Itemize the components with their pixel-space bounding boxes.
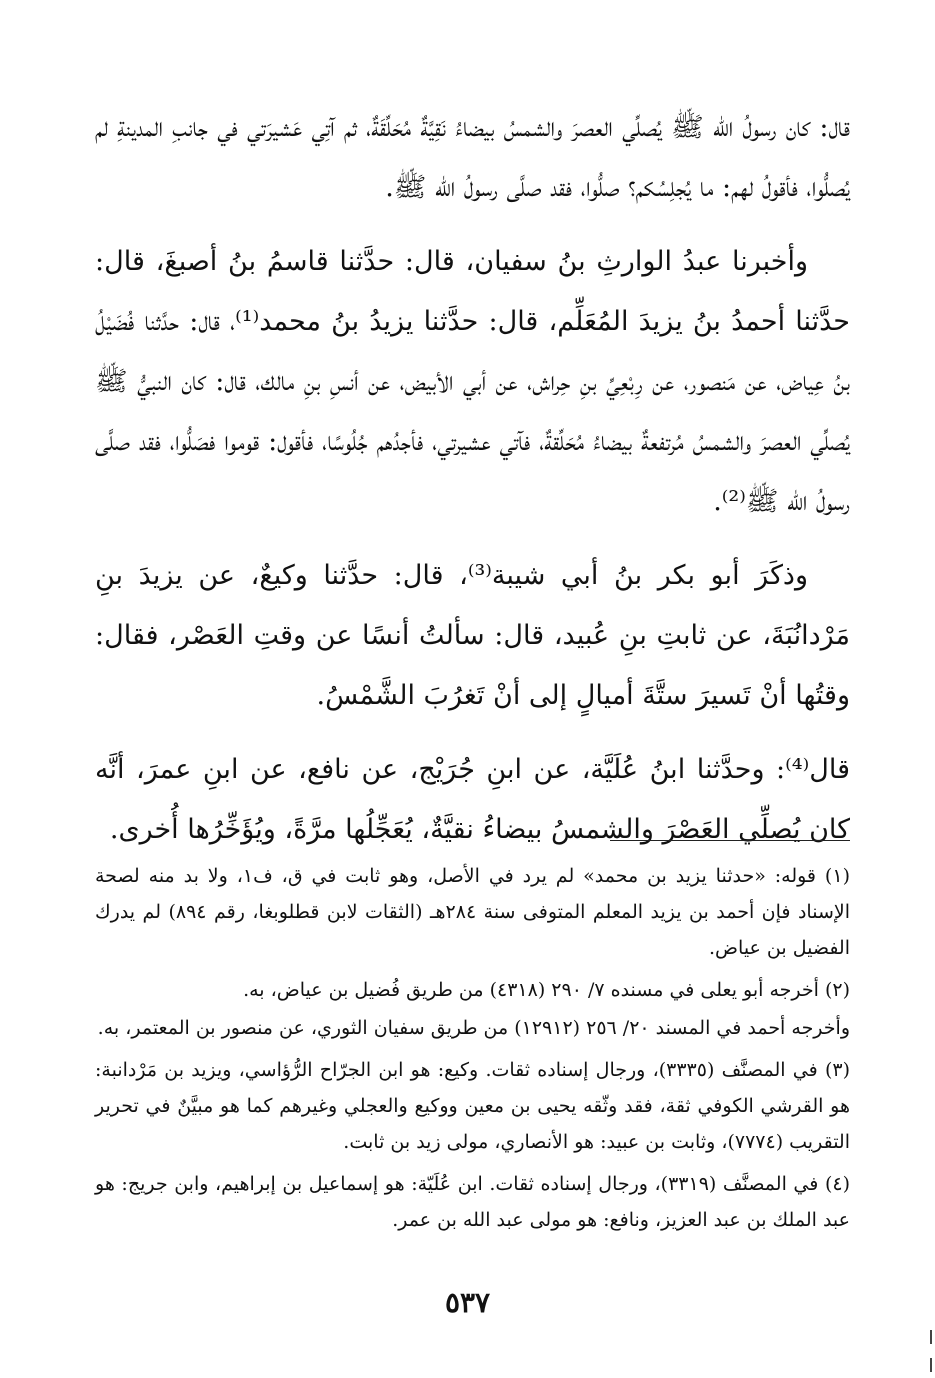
footnote-2: (٢) أخرجه أبو يعلى في مسنده ٧/ ٢٩٠ (٤٣١٨) من طريق فُضيل بن عياض، به.	[243, 979, 850, 1001]
page-edge-mark	[930, 1358, 932, 1372]
main-text-body	[95, 98, 850, 874]
footnotes-section	[95, 858, 850, 1244]
footnote-2-continuation: وأخرجه أحمد في المسند ٢٠/ ٢٥٦ (١٢٩١٢) من طريق سفيان الثوري، عن منصور بن المعتمر، به.	[97, 1017, 850, 1039]
paragraph-1: قال: كان رسولُ الله ﷺ يُصلِّي العصرَ والشمسُ بيضاءُ نَقِيَّةٌ مُحَلِّقَةٌ، ثم آتِي عَشيرَتي في جانبِ المدينةِ لم يُصلُّوا، فأقولُ لهم: ما يُجلِسُكم؟ صلُّوا، فقد صلَّى رسولُ الله ﷺ.	[95, 112, 850, 203]
footnote-separator-rule	[610, 840, 850, 841]
paragraph-4: قال⁽⁴⁾: وحدَّثنا ابنُ عُلَيَّة، عن ابنِ جُرَيْج، عن نافع، عن ابنِ عمرَ، أنَّه كان يُصلِّي العَصْرَ والشمسُ بيضاءُ نقيَّةٌ، يُعَجِّلُها مرَّةً، ويُؤَخِّرُها أُخرى.	[95, 754, 850, 845]
paragraph-3: وذكَرَ أبو بكر بنُ أبي شيبة⁽³⁾، قال: حدَّثنا وكيعٌ، عن يزيدَ بنِ مَرْدانُبَةَ، عن ثابتِ بنِ عُبيد، قال: سألتُ أنسًا عن وقتِ العَصْر، فقال: وقتُها أنْ تَسيرَ ستَّةَ أميالٍ إلى أنْ تَغرُبَ الشَّمْسُ.	[95, 560, 850, 711]
footnote-1: (١) قوله: «حدثنا يزيد بن محمد» لم يرد في الأصل، وهو ثابت في ق، ف١، ولا بد منه لصحة الإسناد فإن أحمد بن يزيد المعلم المتوفى سنة ٢٨٤هـ (الثقات لابن قطلوبغا، رقم ٨٩٤) لم يدرك الفضيل بن عياض.	[95, 865, 850, 959]
paragraph-2: وأخبرنا عبدُ الوارثِ بنُ سفيان، قال: حدَّثنا قاسمُ بنُ أصبغَ، قال: حدَّثنا أحمدُ بنُ يزيدَ المُعَلِّم، قال: حدَّثنا يزيدُ بنُ محمد⁽¹⁾، قال: حدَّثنا فُضَيْلُ بنُ عِياض، عن مَنصور، عن رِبْعِيِّ بنِ حِراش، عن أبي الأبيض، عن أنسِ بنِ مالك، قال: كان النبيُّ ﷺ يُصلِّي العصرَ والشمسُ مُرتفعةٌ بيضاءُ مُحَلِّقةٌ، فآتي عشيرتي، فأجدُهم جُلُوسًا، فأقول: قوموا فصَلُّوا، فقد صلَّى رسولُ الله ﷺ⁽²⁾.	[95, 246, 850, 517]
page-number: ٥٣٧	[444, 1286, 491, 1319]
footnote-4: (٤) في المصنَّف (٣٣١٩)، ورجال إسناده ثقات. ابن عُلَيّة: هو إسماعيل بن إبراهيم، وابن جريج: هو عبد الملك بن عبد العزيز، ونافع: هو مولى عبد الله بن عمر.	[95, 1173, 850, 1231]
footnote-3: (٣) في المصنَّف (٣٣٣٥)، ورجال إسناده ثقات. وكيع: هو ابن الجرّاح الرُّؤاسي، ويزيد بن مَرْدانبة: هو القرشي الكوفي ثقة، فقد وثّقه يحيى بن معين ووكيع والعجلي وغيرهم كما هو مبيَّنٌ في تحرير التقريب (٧٧٧٤)، وثابت بن عبيد: هو الأنصاري، مولى زيد بن ثابت.	[95, 1059, 850, 1153]
page-edge-mark	[930, 1330, 932, 1344]
